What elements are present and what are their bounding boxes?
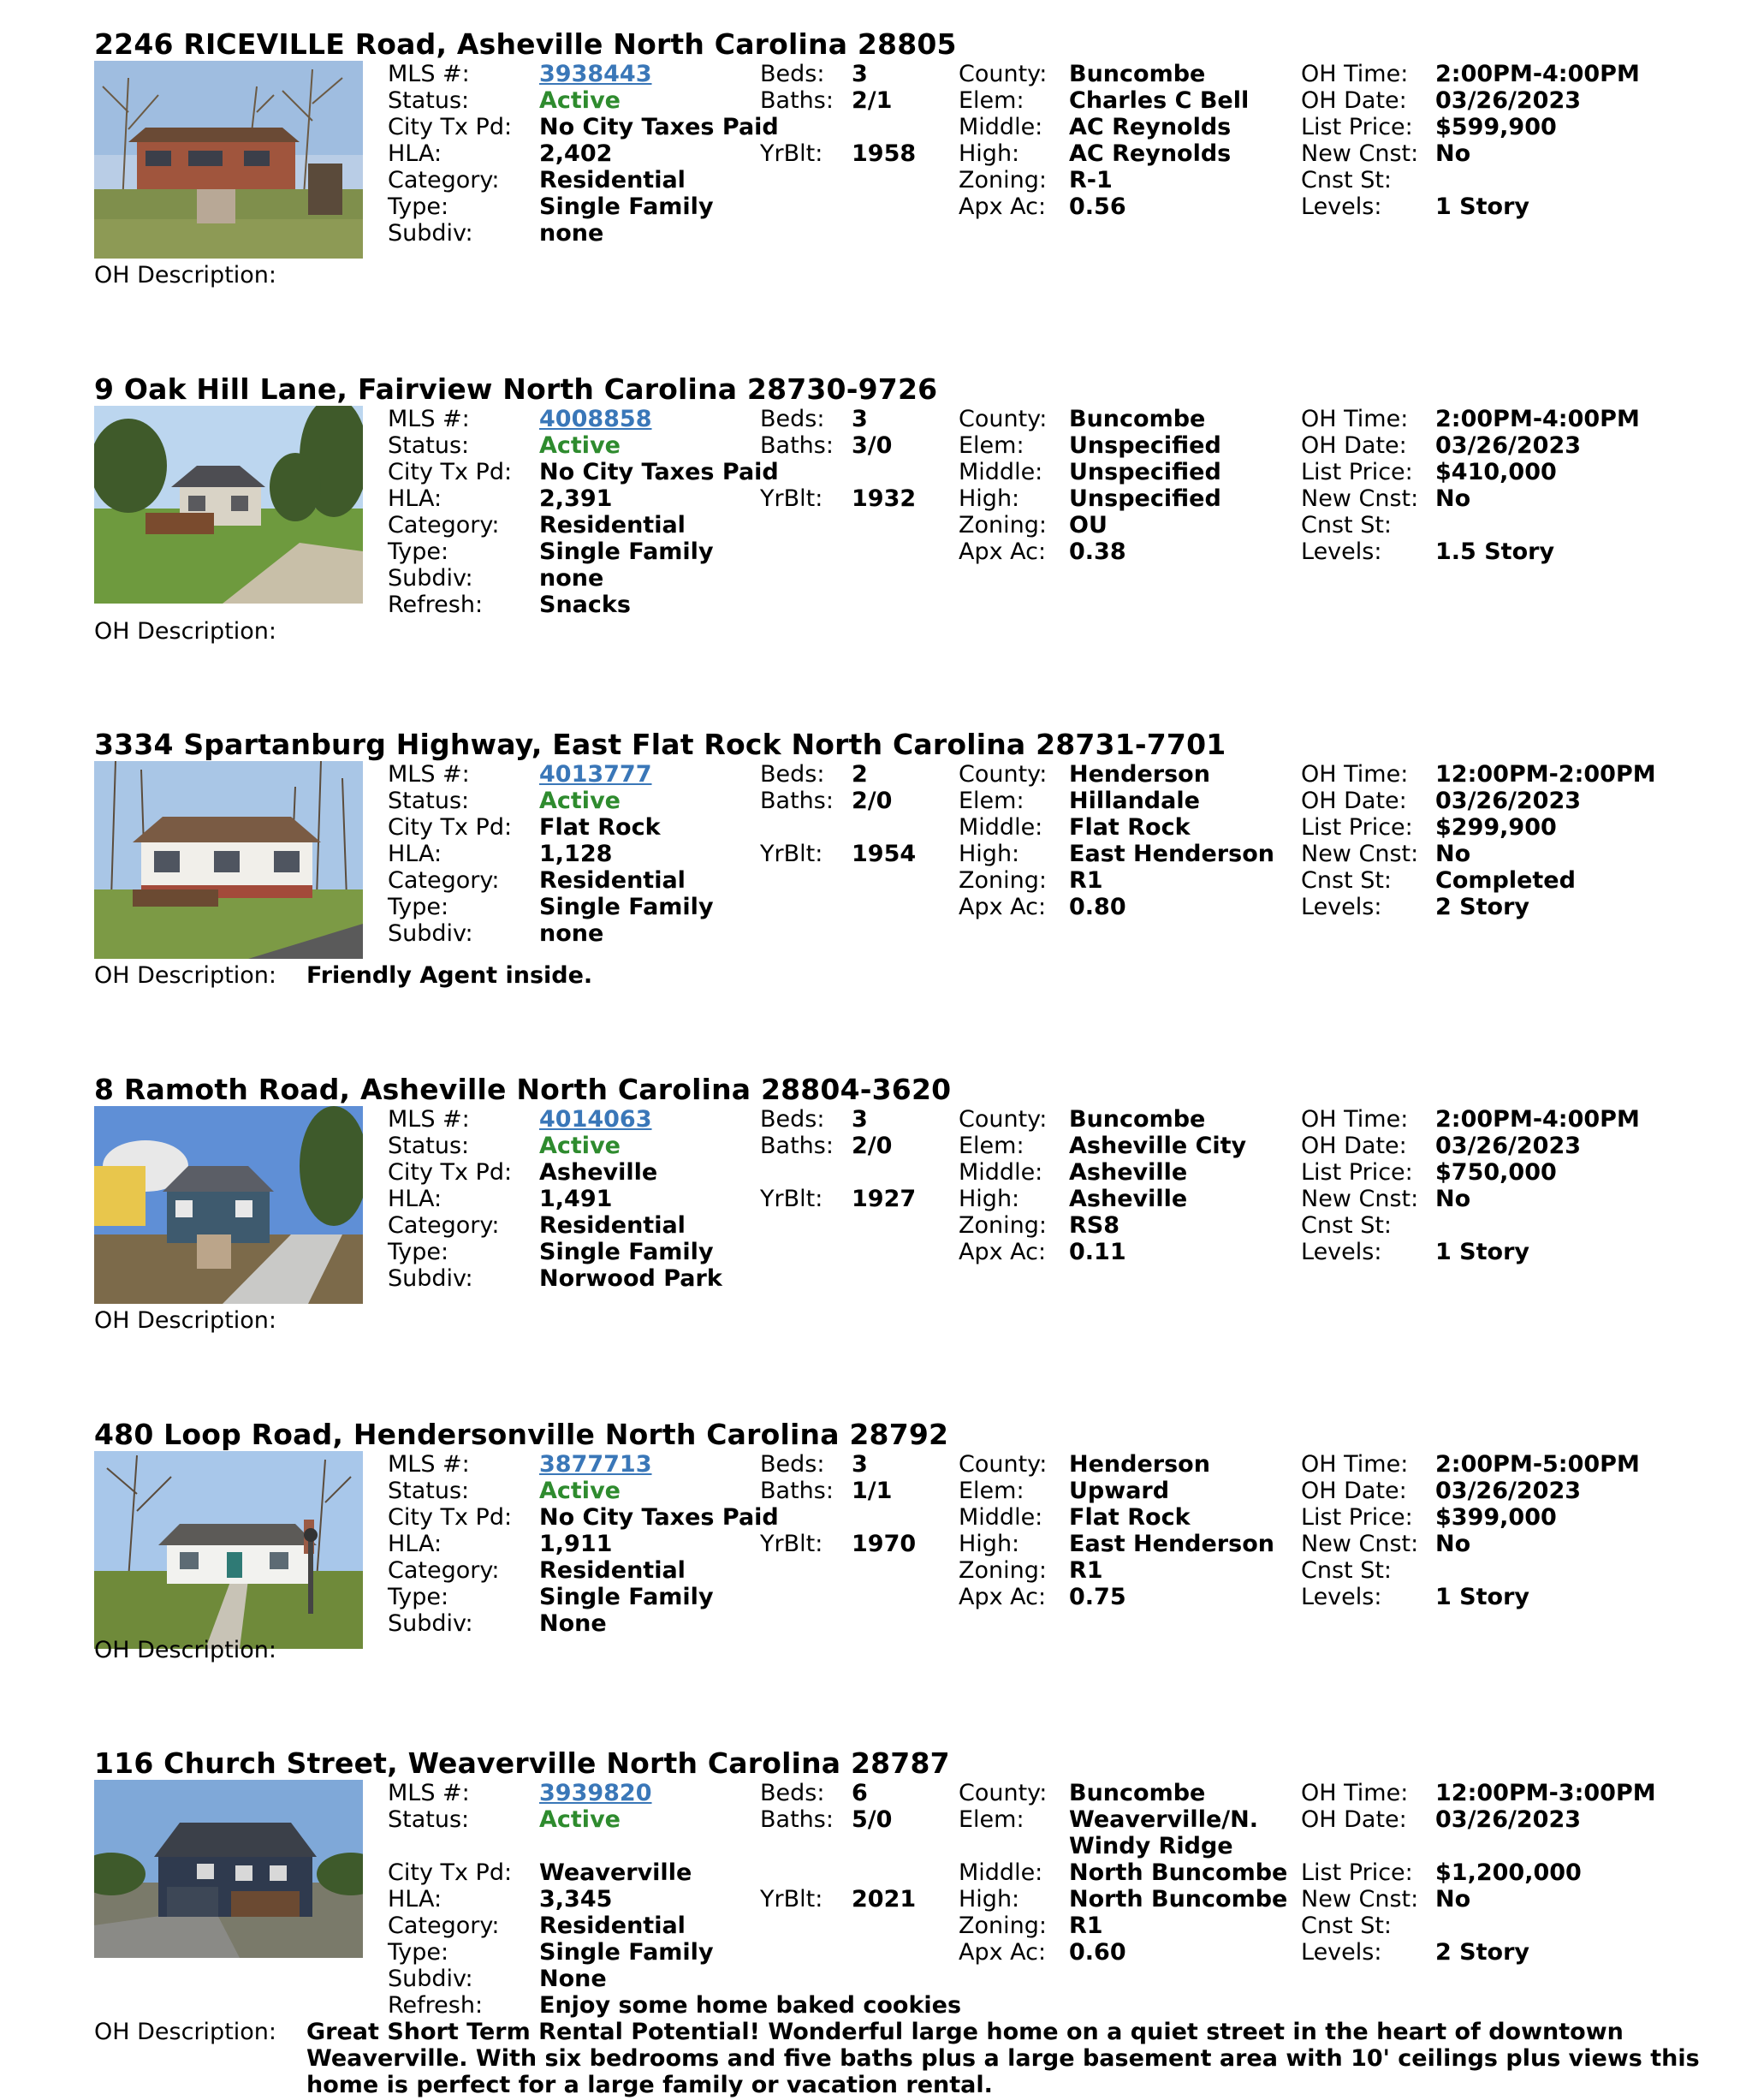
baths-value: 2/0 bbox=[852, 1133, 893, 1159]
status-label: Status: bbox=[388, 1806, 470, 1833]
middle-label: Middle: bbox=[959, 459, 1043, 485]
elem-value: Upward bbox=[1069, 1478, 1170, 1504]
middle-value: AC Reynolds bbox=[1069, 114, 1232, 140]
elem-value: Asheville City bbox=[1069, 1133, 1247, 1159]
beds-value: 6 bbox=[852, 1780, 868, 1806]
status-label: Status: bbox=[388, 87, 470, 114]
levels-value: 1 Story bbox=[1435, 1584, 1530, 1610]
list-price-label: List Price: bbox=[1301, 1504, 1413, 1531]
listing-address: 116 Church Street, Weaverville North Carolina 28787 bbox=[94, 1746, 950, 1780]
new-cnst-label: New Cnst: bbox=[1301, 1531, 1419, 1557]
city-tx-label: City Tx Pd: bbox=[388, 1159, 513, 1186]
oh-time-value: 2:00PM-5:00PM bbox=[1435, 1451, 1640, 1478]
levels-value: 1 Story bbox=[1435, 193, 1530, 220]
listing-address: 2246 RICEVILLE Road, Asheville North Carolina 28805 bbox=[94, 27, 957, 61]
levels-label: Levels: bbox=[1301, 1939, 1382, 1966]
category-label: Category: bbox=[388, 167, 500, 193]
baths-label: Baths: bbox=[760, 432, 834, 459]
listing-address: 8 Ramoth Road, Asheville North Carolina 28804-3620 bbox=[94, 1073, 952, 1106]
baths-label: Baths: bbox=[760, 1806, 834, 1833]
baths-value: 2/1 bbox=[852, 87, 893, 114]
new-cnst-value: No bbox=[1435, 1531, 1471, 1557]
levels-value: 1 Story bbox=[1435, 1239, 1530, 1265]
yrblt-label: YrBlt: bbox=[760, 1531, 823, 1557]
oh-time-value: 2:00PM-4:00PM bbox=[1435, 406, 1640, 432]
new-cnst-label: New Cnst: bbox=[1301, 841, 1419, 867]
subdiv-value: None bbox=[539, 1610, 607, 1637]
middle-value: Flat Rock bbox=[1069, 814, 1191, 841]
new-cnst-label: New Cnst: bbox=[1301, 1186, 1419, 1212]
type-value: Single Family bbox=[539, 193, 714, 220]
city-tx-value: Flat Rock bbox=[539, 814, 661, 841]
new-cnst-value: No bbox=[1435, 140, 1471, 167]
beds-label: Beds: bbox=[760, 1106, 825, 1133]
listing-photo[interactable] bbox=[94, 61, 363, 259]
city-tx-label: City Tx Pd: bbox=[388, 1504, 513, 1531]
high-label: High: bbox=[959, 485, 1020, 512]
hla-value: 1,911 bbox=[539, 1531, 613, 1557]
subdiv-label: Subdiv: bbox=[388, 1610, 473, 1637]
type-value: Single Family bbox=[539, 1939, 714, 1966]
cnst-st-label: Cnst St: bbox=[1301, 1212, 1393, 1239]
subdiv-label: Subdiv: bbox=[388, 920, 473, 947]
listing-photo[interactable] bbox=[94, 406, 363, 604]
mls-label: MLS #: bbox=[388, 61, 470, 87]
listing-address: 3334 Spartanburg Highway, East Flat Rock North Carolina 28731-7701 bbox=[94, 728, 1226, 761]
type-label: Type: bbox=[388, 1584, 449, 1610]
cnst-st-value: Completed bbox=[1435, 867, 1576, 894]
status-value: Active bbox=[539, 87, 621, 114]
listing-address: 480 Loop Road, Hendersonville North Carolina 28792 bbox=[94, 1418, 949, 1451]
oh-description-label: OH Description: bbox=[94, 1637, 277, 1663]
high-value: Unspecified bbox=[1069, 485, 1221, 512]
list-price-label: List Price: bbox=[1301, 114, 1413, 140]
status-label: Status: bbox=[388, 1478, 470, 1504]
list-price-label: List Price: bbox=[1301, 1159, 1413, 1186]
levels-label: Levels: bbox=[1301, 538, 1382, 565]
oh-time-label: OH Time: bbox=[1301, 761, 1409, 788]
county-label: County: bbox=[959, 1451, 1048, 1478]
middle-label: Middle: bbox=[959, 814, 1043, 841]
status-label: Status: bbox=[388, 432, 470, 459]
hla-label: HLA: bbox=[388, 140, 442, 167]
subdiv-label: Subdiv: bbox=[388, 220, 473, 247]
high-value: AC Reynolds bbox=[1069, 140, 1232, 167]
oh-description-label: OH Description: bbox=[94, 2019, 277, 2045]
apx-ac-label: Apx Ac: bbox=[959, 1939, 1047, 1966]
category-label: Category: bbox=[388, 1913, 500, 1939]
county-label: County: bbox=[959, 406, 1048, 432]
yrblt-label: YrBlt: bbox=[760, 485, 823, 512]
listing-photo[interactable] bbox=[94, 1106, 363, 1304]
subdiv-value: none bbox=[539, 220, 604, 247]
beds-value: 3 bbox=[852, 1451, 868, 1478]
type-value: Single Family bbox=[539, 1239, 714, 1265]
list-price-label: List Price: bbox=[1301, 814, 1413, 841]
oh-date-label: OH Date: bbox=[1301, 1806, 1407, 1833]
zoning-label: Zoning: bbox=[959, 512, 1047, 538]
yrblt-value: 2021 bbox=[852, 1886, 917, 1913]
middle-value: Unspecified bbox=[1069, 459, 1221, 485]
beds-label: Beds: bbox=[760, 61, 825, 87]
mls-label: MLS #: bbox=[388, 1106, 470, 1133]
refresh-value: Snacks bbox=[539, 592, 631, 618]
county-value: Henderson bbox=[1069, 761, 1210, 788]
baths-label: Baths: bbox=[760, 788, 834, 814]
hla-value: 3,345 bbox=[539, 1886, 613, 1913]
zoning-value: OU bbox=[1069, 512, 1108, 538]
hla-label: HLA: bbox=[388, 841, 442, 867]
new-cnst-label: New Cnst: bbox=[1301, 485, 1419, 512]
apx-ac-value: 0.60 bbox=[1069, 1939, 1126, 1966]
list-price-label: List Price: bbox=[1301, 459, 1413, 485]
middle-value: North Buncombe bbox=[1069, 1859, 1288, 1886]
baths-value: 5/0 bbox=[852, 1806, 893, 1833]
elem-value: Charles C Bell bbox=[1069, 87, 1250, 114]
beds-value: 2 bbox=[852, 761, 868, 788]
category-label: Category: bbox=[388, 1212, 500, 1239]
baths-value: 2/0 bbox=[852, 788, 893, 814]
beds-value: 3 bbox=[852, 406, 868, 432]
subdiv-value: Norwood Park bbox=[539, 1265, 722, 1292]
levels-label: Levels: bbox=[1301, 193, 1382, 220]
hla-label: HLA: bbox=[388, 1186, 442, 1212]
oh-time-label: OH Time: bbox=[1301, 406, 1409, 432]
type-label: Type: bbox=[388, 1239, 449, 1265]
zoning-value: R1 bbox=[1069, 867, 1103, 894]
beds-value: 3 bbox=[852, 1106, 868, 1133]
elem-label: Elem: bbox=[959, 788, 1024, 814]
elem-label: Elem: bbox=[959, 87, 1024, 114]
subdiv-label: Subdiv: bbox=[388, 1966, 473, 1992]
baths-label: Baths: bbox=[760, 1133, 834, 1159]
yrblt-value: 1970 bbox=[852, 1531, 917, 1557]
status-value: Active bbox=[539, 788, 621, 814]
county-value: Buncombe bbox=[1069, 61, 1206, 87]
status-label: Status: bbox=[388, 788, 470, 814]
hla-label: HLA: bbox=[388, 1886, 442, 1913]
status-label: Status: bbox=[388, 1133, 470, 1159]
yrblt-value: 1927 bbox=[852, 1186, 917, 1212]
oh-description-label: OH Description: bbox=[94, 962, 277, 989]
status-value: Active bbox=[539, 1133, 621, 1159]
oh-date-label: OH Date: bbox=[1301, 87, 1407, 114]
zoning-value: RS8 bbox=[1069, 1212, 1120, 1239]
levels-label: Levels: bbox=[1301, 1584, 1382, 1610]
high-label: High: bbox=[959, 841, 1020, 867]
type-label: Type: bbox=[388, 193, 449, 220]
elem-value: Weaverville/N. bbox=[1069, 1806, 1258, 1833]
middle-value: Flat Rock bbox=[1069, 1504, 1191, 1531]
elem-label: Elem: bbox=[959, 1133, 1024, 1159]
oh-time-value: 2:00PM-4:00PM bbox=[1435, 61, 1640, 87]
yrblt-label: YrBlt: bbox=[760, 1886, 823, 1913]
oh-description-text: Great Short Term Rental Potential! Wonderful large home on a quiet street in the heart of downtown Weaverville. With six bedrooms and five baths plus a large basement area with 10' ceilings plus views this home is perfect for a large family or vacation rental. bbox=[306, 2019, 1700, 2098]
baths-label: Baths: bbox=[760, 87, 834, 114]
zoning-label: Zoning: bbox=[959, 867, 1047, 894]
city-tx-label: City Tx Pd: bbox=[388, 114, 513, 140]
elem-label: Elem: bbox=[959, 1478, 1024, 1504]
new-cnst-value: No bbox=[1435, 485, 1471, 512]
list-price-label: List Price: bbox=[1301, 1859, 1413, 1886]
category-label: Category: bbox=[388, 1557, 500, 1584]
category-label: Category: bbox=[388, 867, 500, 894]
oh-description-label: OH Description: bbox=[94, 618, 277, 645]
cnst-st-label: Cnst St: bbox=[1301, 1913, 1393, 1939]
apx-ac-label: Apx Ac: bbox=[959, 1584, 1047, 1610]
hla-value: 2,402 bbox=[539, 140, 613, 167]
yrblt-value: 1958 bbox=[852, 140, 917, 167]
levels-value: 1.5 Story bbox=[1435, 538, 1555, 565]
zoning-value: R-1 bbox=[1069, 167, 1113, 193]
new-cnst-label: New Cnst: bbox=[1301, 1886, 1419, 1913]
hla-value: 1,491 bbox=[539, 1186, 613, 1212]
zoning-value: R1 bbox=[1069, 1557, 1103, 1584]
status-value: Active bbox=[539, 1478, 621, 1504]
oh-date-label: OH Date: bbox=[1301, 1133, 1407, 1159]
apx-ac-label: Apx Ac: bbox=[959, 538, 1047, 565]
subdiv-value: none bbox=[539, 920, 604, 947]
mls-link[interactable]: 4013777 bbox=[539, 761, 652, 788]
mls-link[interactable]: 3938443 bbox=[539, 61, 652, 87]
county-label: County: bbox=[959, 1106, 1048, 1133]
oh-time-label: OH Time: bbox=[1301, 1451, 1409, 1478]
middle-label: Middle: bbox=[959, 114, 1043, 140]
apx-ac-value: 0.80 bbox=[1069, 894, 1126, 920]
category-value: Residential bbox=[539, 167, 686, 193]
subdiv-value: None bbox=[539, 1966, 607, 1992]
beds-label: Beds: bbox=[760, 406, 825, 432]
middle-label: Middle: bbox=[959, 1159, 1043, 1186]
oh-description-label: OH Description: bbox=[94, 1307, 277, 1334]
levels-label: Levels: bbox=[1301, 894, 1382, 920]
oh-date-value: 03/26/2023 bbox=[1435, 1133, 1582, 1159]
hla-value: 2,391 bbox=[539, 485, 613, 512]
yrblt-label: YrBlt: bbox=[760, 140, 823, 167]
mls-link[interactable]: 4008858 bbox=[539, 406, 652, 432]
mls-label: MLS #: bbox=[388, 1780, 470, 1806]
oh-time-label: OH Time: bbox=[1301, 1780, 1409, 1806]
refresh-label: Refresh: bbox=[388, 1992, 484, 2019]
city-tx-label: City Tx Pd: bbox=[388, 459, 513, 485]
baths-value: 1/1 bbox=[852, 1478, 893, 1504]
city-tx-label: City Tx Pd: bbox=[388, 1859, 513, 1886]
list-price-value: $399,000 bbox=[1435, 1504, 1557, 1531]
refresh-value: Enjoy some home baked cookies bbox=[539, 1992, 962, 2019]
type-label: Type: bbox=[388, 894, 449, 920]
beds-label: Beds: bbox=[760, 1451, 825, 1478]
hla-value: 1,128 bbox=[539, 841, 613, 867]
apx-ac-value: 0.56 bbox=[1069, 193, 1126, 220]
new-cnst-value: No bbox=[1435, 841, 1471, 867]
listing-address: 9 Oak Hill Lane, Fairview North Carolina 28730-9726 bbox=[94, 372, 938, 406]
type-label: Type: bbox=[388, 1939, 449, 1966]
mls-link[interactable]: 3939820 bbox=[539, 1780, 652, 1806]
high-label: High: bbox=[959, 1886, 1020, 1913]
subdiv-label: Subdiv: bbox=[388, 1265, 473, 1292]
mls-label: MLS #: bbox=[388, 761, 470, 788]
county-label: County: bbox=[959, 1780, 1048, 1806]
beds-label: Beds: bbox=[760, 761, 825, 788]
cnst-st-label: Cnst St: bbox=[1301, 167, 1393, 193]
high-value: East Henderson bbox=[1069, 841, 1274, 867]
cnst-st-label: Cnst St: bbox=[1301, 867, 1393, 894]
mls-link[interactable]: 3877713 bbox=[539, 1451, 652, 1478]
oh-time-label: OH Time: bbox=[1301, 1106, 1409, 1133]
apx-ac-value: 0.38 bbox=[1069, 538, 1126, 565]
category-value: Residential bbox=[539, 867, 686, 894]
levels-value: 2 Story bbox=[1435, 1939, 1530, 1966]
subdiv-value: none bbox=[539, 565, 604, 592]
mls-link[interactable]: 4014063 bbox=[539, 1106, 652, 1133]
listing-photo[interactable] bbox=[94, 1451, 363, 1649]
county-value: Henderson bbox=[1069, 1451, 1210, 1478]
hla-label: HLA: bbox=[388, 1531, 442, 1557]
elem-value: Hillandale bbox=[1069, 788, 1200, 814]
apx-ac-label: Apx Ac: bbox=[959, 1239, 1047, 1265]
high-value: Asheville bbox=[1069, 1186, 1188, 1212]
apx-ac-label: Apx Ac: bbox=[959, 894, 1047, 920]
middle-label: Middle: bbox=[959, 1859, 1043, 1886]
city-tx-value: Asheville bbox=[539, 1159, 658, 1186]
levels-label: Levels: bbox=[1301, 1239, 1382, 1265]
list-price-value: $299,900 bbox=[1435, 814, 1557, 841]
city-tx-value: Weaverville bbox=[539, 1859, 692, 1886]
baths-label: Baths: bbox=[760, 1478, 834, 1504]
high-value: East Henderson bbox=[1069, 1531, 1274, 1557]
oh-date-label: OH Date: bbox=[1301, 1478, 1407, 1504]
oh-description-label: OH Description: bbox=[94, 262, 277, 289]
baths-value: 3/0 bbox=[852, 432, 893, 459]
oh-time-value: 12:00PM-3:00PM bbox=[1435, 1780, 1656, 1806]
refresh-label: Refresh: bbox=[388, 592, 484, 618]
zoning-label: Zoning: bbox=[959, 1557, 1047, 1584]
mls-label: MLS #: bbox=[388, 406, 470, 432]
oh-date-label: OH Date: bbox=[1301, 432, 1407, 459]
yrblt-label: YrBlt: bbox=[760, 1186, 823, 1212]
new-cnst-value: No bbox=[1435, 1886, 1471, 1913]
oh-date-value: 03/26/2023 bbox=[1435, 87, 1582, 114]
elem-value-continued: Windy Ridge bbox=[1069, 1833, 1233, 1859]
subdiv-label: Subdiv: bbox=[388, 565, 473, 592]
yrblt-value: 1954 bbox=[852, 841, 917, 867]
cnst-st-label: Cnst St: bbox=[1301, 1557, 1393, 1584]
listing-photo[interactable] bbox=[94, 761, 363, 959]
new-cnst-value: No bbox=[1435, 1186, 1471, 1212]
category-value: Residential bbox=[539, 1557, 686, 1584]
county-label: County: bbox=[959, 61, 1048, 87]
beds-label: Beds: bbox=[760, 1780, 825, 1806]
oh-time-value: 12:00PM-2:00PM bbox=[1435, 761, 1656, 788]
city-tx-value: No City Taxes Paid bbox=[539, 114, 779, 140]
elem-label: Elem: bbox=[959, 1806, 1024, 1833]
city-tx-value: No City Taxes Paid bbox=[539, 459, 779, 485]
status-value: Active bbox=[539, 432, 621, 459]
cnst-st-label: Cnst St: bbox=[1301, 512, 1393, 538]
oh-time-label: OH Time: bbox=[1301, 61, 1409, 87]
zoning-label: Zoning: bbox=[959, 1913, 1047, 1939]
yrblt-label: YrBlt: bbox=[760, 841, 823, 867]
levels-value: 2 Story bbox=[1435, 894, 1530, 920]
type-label: Type: bbox=[388, 538, 449, 565]
city-tx-label: City Tx Pd: bbox=[388, 814, 513, 841]
apx-ac-value: 0.75 bbox=[1069, 1584, 1126, 1610]
mls-label: MLS #: bbox=[388, 1451, 470, 1478]
city-tx-value: No City Taxes Paid bbox=[539, 1504, 779, 1531]
category-value: Residential bbox=[539, 1913, 686, 1939]
zoning-value: R1 bbox=[1069, 1913, 1103, 1939]
oh-date-value: 03/26/2023 bbox=[1435, 788, 1582, 814]
high-label: High: bbox=[959, 140, 1020, 167]
list-price-value: $410,000 bbox=[1435, 459, 1557, 485]
oh-date-value: 03/26/2023 bbox=[1435, 1478, 1582, 1504]
high-label: High: bbox=[959, 1531, 1020, 1557]
middle-value: Asheville bbox=[1069, 1159, 1188, 1186]
high-value: North Buncombe bbox=[1069, 1886, 1288, 1913]
county-value: Buncombe bbox=[1069, 1106, 1206, 1133]
list-price-value: $750,000 bbox=[1435, 1159, 1557, 1186]
category-value: Residential bbox=[539, 1212, 686, 1239]
type-value: Single Family bbox=[539, 894, 714, 920]
oh-date-value: 03/26/2023 bbox=[1435, 432, 1582, 459]
elem-value: Unspecified bbox=[1069, 432, 1221, 459]
apx-ac-label: Apx Ac: bbox=[959, 193, 1047, 220]
list-price-value: $1,200,000 bbox=[1435, 1859, 1582, 1886]
type-value: Single Family bbox=[539, 538, 714, 565]
type-value: Single Family bbox=[539, 1584, 714, 1610]
apx-ac-value: 0.11 bbox=[1069, 1239, 1126, 1265]
elem-label: Elem: bbox=[959, 432, 1024, 459]
oh-date-value: 03/26/2023 bbox=[1435, 1806, 1582, 1833]
list-price-value: $599,900 bbox=[1435, 114, 1557, 140]
middle-label: Middle: bbox=[959, 1504, 1043, 1531]
zoning-label: Zoning: bbox=[959, 167, 1047, 193]
oh-date-label: OH Date: bbox=[1301, 788, 1407, 814]
oh-time-value: 2:00PM-4:00PM bbox=[1435, 1106, 1640, 1133]
status-value: Active bbox=[539, 1806, 621, 1833]
county-value: Buncombe bbox=[1069, 1780, 1206, 1806]
beds-value: 3 bbox=[852, 61, 868, 87]
county-label: County: bbox=[959, 761, 1048, 788]
high-label: High: bbox=[959, 1186, 1020, 1212]
listing-photo[interactable] bbox=[94, 1780, 363, 1958]
category-value: Residential bbox=[539, 512, 686, 538]
new-cnst-label: New Cnst: bbox=[1301, 140, 1419, 167]
zoning-label: Zoning: bbox=[959, 1212, 1047, 1239]
hla-label: HLA: bbox=[388, 485, 442, 512]
category-label: Category: bbox=[388, 512, 500, 538]
oh-description-text: Friendly Agent inside. bbox=[306, 962, 593, 989]
county-value: Buncombe bbox=[1069, 406, 1206, 432]
yrblt-value: 1932 bbox=[852, 485, 917, 512]
